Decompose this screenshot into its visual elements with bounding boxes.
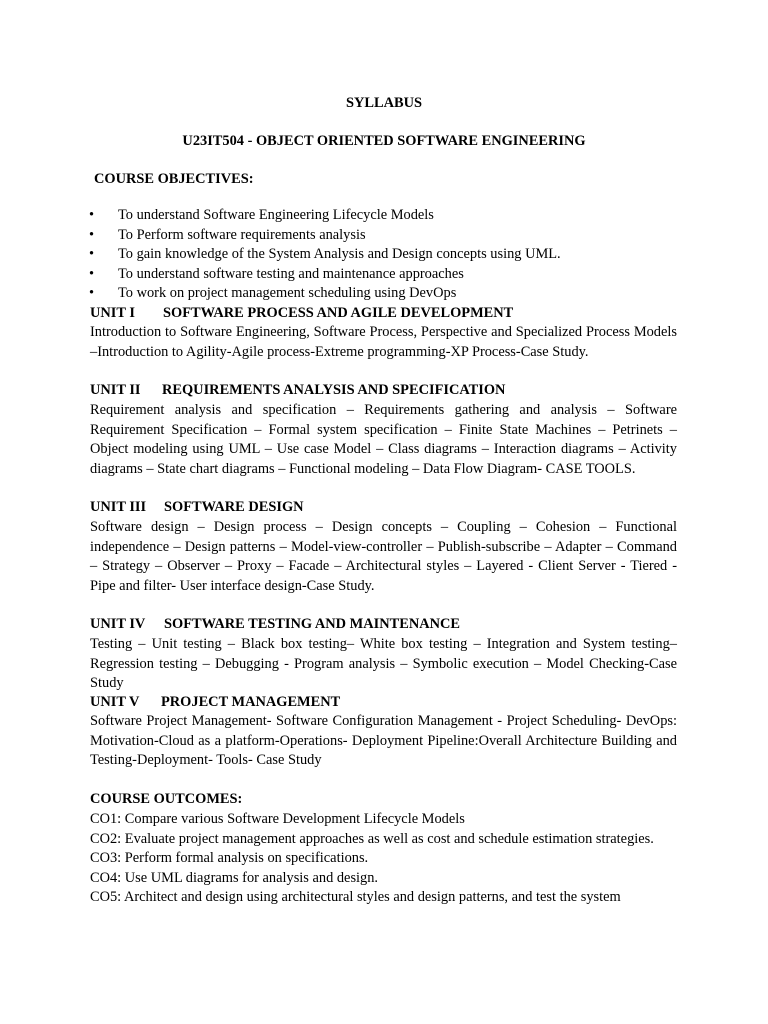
outcome-item: CO5: Architect and design using architectural styles and design patterns, and test the system [90,889,621,905]
unit-title: REQUIREMENTS ANALYSIS AND SPECIFICATION [162,382,506,398]
objectives-list [89,206,689,304]
unit-5-content: Software Project Management- Software Configuration Management - Project Scheduling- DevOps: Motivation-Cloud as a platform-Operations- Deployment Pipeline:Overall Architecture Building and Testing-Deployment- Tools- Case Study [90,713,677,768]
bullet-icon: • [89,285,95,301]
unit-number: UNIT III [90,499,147,515]
unit-3-heading [90,498,304,518]
document-title: SYLLABUS [346,95,422,111]
unit-2-content: Requirement analysis and specification – Requirements gathering and analysis – Software Requirement Specification – Formal system specification – Finite State Machines – Petrinets – Object modeling using UML – Use case Model – Class diagrams – Interaction diagrams – Activity diagrams – State chart diagrams – Functional modeling – Data Flow Diagram- CASE TOOLS. [90,402,677,477]
bullet-icon: • [89,226,95,243]
unit-5-heading [90,693,340,713]
unit-1-content: Introduction to Software Engineering, Software Process, Perspective and Specialized Process Models –Introduction to Agility-Agile process-Extreme programming-XP Process-Case Study. [90,324,677,360]
bullet-icon: • [89,207,95,223]
course-title: U23IT504 - OBJECT ORIENTED SOFTWARE ENGINEERING [182,133,586,149]
unit-1-heading [90,304,513,324]
objective-item [89,245,689,265]
unit-number: UNIT V [90,694,140,710]
unit-number: UNIT IV [90,616,146,632]
unit-number: UNIT I [90,305,135,321]
objective-text: To Perform software requirements analysis [118,226,366,243]
unit-title: SOFTWARE PROCESS AND AGILE DEVELOPMENT [163,305,514,321]
unit-title: PROJECT MANAGEMENT [161,694,341,710]
objective-item [89,265,689,285]
bullet-icon: • [89,246,95,262]
objectives-heading: COURSE OBJECTIVES: [94,171,254,187]
objective-text: To work on project management scheduling using DevOps [118,285,457,301]
unit-4-content: Testing – Unit testing – Black box testing– White box testing – Integration and System testing– Regression testing – Debugging - Program analysis – Symbolic execution – Model Checking-Case Study [90,636,677,691]
objective-text: To understand software testing and maintenance approaches [118,265,464,282]
unit-4-heading [90,615,460,635]
objective-item [89,226,689,246]
objective-item [89,284,689,304]
outcome-item: CO2: Evaluate project management approaches as well as cost and schedule estimation strategies. [90,830,654,847]
unit-title: SOFTWARE TESTING AND MAINTENANCE [164,616,460,632]
objective-text: To understand Software Engineering Lifecycle Models [118,207,434,223]
outcomes-list [90,810,677,908]
unit-3-content: Software design – Design process – Design concepts – Coupling – Cohesion – Functional independence – Design patterns – Model-view-controller – Publish-subscribe – Adapter – Command – Strategy – Observer – Proxy – Facade – Architectural styles – Layered - Client Server - Tiered - Pipe and filter- User interface design-Case Study. [90,519,677,594]
bullet-icon: • [89,265,95,282]
outcome-item: CO3: Perform formal analysis on specifications. [90,850,369,866]
outcomes-heading: COURSE OUTCOMES: [90,791,243,807]
unit-number: UNIT II [90,382,141,398]
unit-title: SOFTWARE DESIGN [164,499,304,515]
objective-text: To gain knowledge of the System Analysis and Design concepts using UML. [118,246,561,262]
outcome-item: CO1: Compare various Software Development Lifecycle Models [90,811,465,827]
outcome-item: CO4: Use UML diagrams for analysis and design. [90,869,379,886]
unit-2-heading [90,381,505,401]
objective-item [89,206,689,226]
